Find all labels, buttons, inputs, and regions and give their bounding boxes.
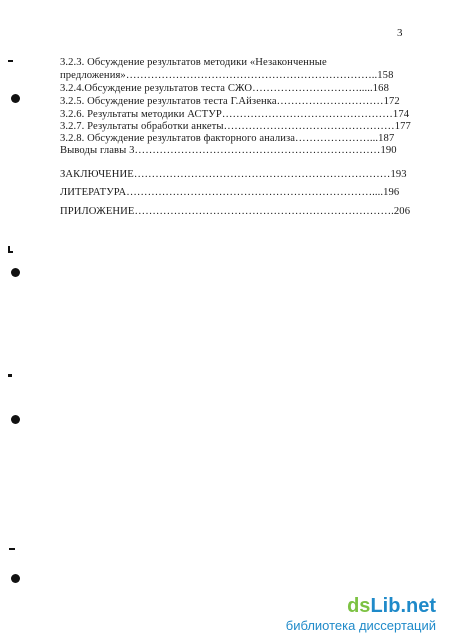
punch-hole [11,415,20,424]
watermark-logo [286,596,436,616]
toc-entry-literatura: ЛИТЕРАТУРА……………………………………………………………....196 [60,187,400,198]
toc-entry-conclusions-ch3: Выводы главы 3……………………………………………………………190 [60,145,397,156]
toc-entry-3-2-7: 3.2.7. Результаты обработки анкеты…………………………………………177 [60,121,411,132]
watermark-tagline: библиотека диссертаций [285,618,436,633]
watermark-logo-lib: Lib [370,595,401,617]
scan-mark [8,374,12,377]
toc-entry-3-2-6: 3.2.6. Результаты методики АСТУР…………………………………………174 [60,109,410,120]
scan-mark [8,60,13,62]
toc-entry-3-2-4: 3.2.4.Обсуждение результатов теста СЖО………………………….....168 [60,83,389,94]
toc-entry-3-2-8: 3.2.8. Обсуждение результатов факторного анализа…………………...187 [60,133,395,144]
punch-hole [11,574,20,583]
punch-hole [11,268,20,277]
toc-entry-3-2-5: 3.2.5. Обсуждение результатов теста Г.Айзенка…………………………172 [60,96,400,107]
toc-entry-prilozhenie: ПРИЛОЖЕНИЕ……………………………………………………………….206 [60,206,411,217]
toc-entry-3-2-3: 3.2.3. Обсуждение результатов методики «Незаконченные [60,57,327,68]
toc-entry-zaklyuchenie: ЗАКЛЮЧЕНИЕ………………………………………………………………193 [60,169,407,180]
scan-mark [8,251,13,253]
page-number: 3 [397,27,403,39]
scan-mark [9,548,15,550]
punch-hole [11,94,20,103]
watermark-logo-ds: ds [347,595,371,617]
watermark [286,596,436,633]
toc-entry-3-2-3-cont: предложения»……………………………………………………………..158 [60,70,394,81]
watermark-logo-net: .net [400,595,436,617]
